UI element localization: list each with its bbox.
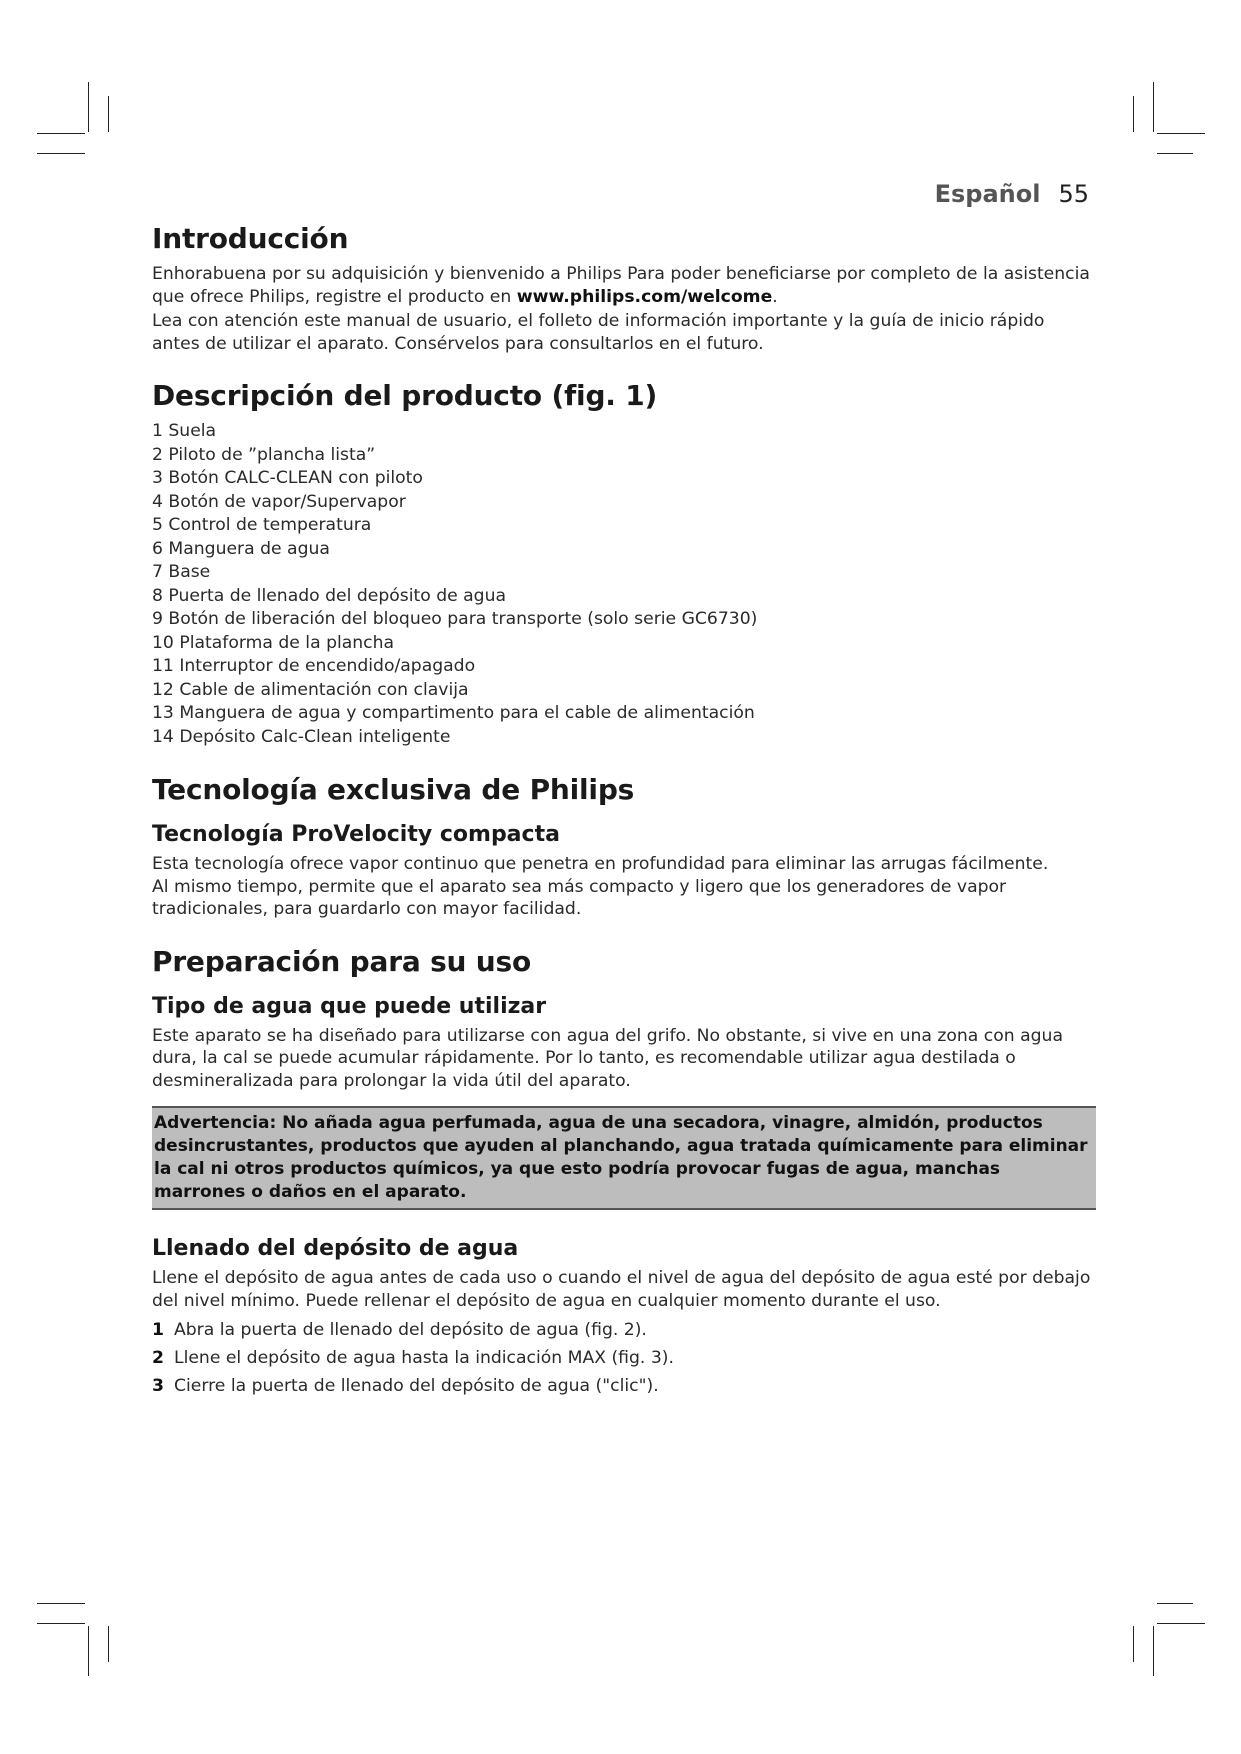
list-item: 1 Suela — [152, 421, 217, 441]
tech-subtitle: Tecnología ProVelocity compacta — [152, 822, 560, 847]
intro-period: . — [772, 286, 778, 307]
list-item: 12 Cable de alimentación con clavija — [152, 679, 469, 700]
list-item: 13 Manguera de agua y compartimento para el cable de alimentación — [152, 703, 755, 723]
fill-tank-paragraph: Llene el depósito de agua antes de cada uso o cuando el nivel de agua del depósito de agua esté por debajo del nivel mínimo. Puede rellenar el depósito de agua en cualquier momento durante el uso. — [152, 1268, 1091, 1311]
list-item: 4 Botón de vapor/Supervapor — [152, 491, 406, 512]
list-item: 11 Interruptor de encendido/apagado — [152, 656, 476, 676]
intro-paragraph-2: Lea con atención este manual de usuario, el folleto de información importante y la guía de inicio rápido antes de utilizar el aparato. Consérvelos para consultarlos en el futuro. — [152, 311, 1045, 354]
tech-section — [152, 773, 1096, 921]
list-item: 7 Base — [152, 562, 211, 582]
tech-title: Tecnología exclusiva de Philips — [152, 773, 635, 806]
intro-paragraph-1 — [152, 263, 1096, 308]
tech-paragraph-1: Esta tecnología ofrece vapor continuo que penetra en profundidad para eliminar las arrugas fácilmente. — [152, 854, 1049, 874]
page-content — [152, 222, 1096, 1400]
list-item: 9 Botón de liberación del bloqueo para transporte (solo serie GC6730) — [152, 609, 758, 629]
tech-paragraph-2: Al mismo tiempo, permite que el aparato sea más compacto y ligero que los generadores de vapor tradicionales, para guardarlo con mayor facilidad. — [152, 876, 1007, 919]
page-number: 55 — [1058, 180, 1089, 208]
fill-tank-subtitle: Llenado del depósito de agua — [152, 1236, 519, 1261]
product-parts-list — [152, 420, 1096, 749]
step-text: Abra la puerta de llenado del depósito de agua (fig. 2). — [174, 1320, 647, 1340]
intro-text: Enhorabuena por su adquisición y bienvenido a Philips Para poder beneficiarse por completo de la asistencia que ofrece Philips, registre el producto en — [152, 264, 1090, 307]
page-header — [935, 180, 1089, 208]
product-section — [152, 379, 1096, 749]
list-item — [152, 1344, 1096, 1372]
step-number: 2 — [152, 1348, 164, 1368]
step-text: Llene el depósito de agua hasta la indicación MAX (fig. 3). — [174, 1348, 674, 1368]
step-number: 3 — [152, 1376, 164, 1396]
list-item: 3 Botón CALC-CLEAN con piloto — [152, 468, 423, 488]
water-type-subtitle: Tipo de agua que puede utilizar — [152, 993, 547, 1019]
list-item: 14 Depósito Calc-Clean inteligente — [152, 726, 451, 747]
intro-title: Introducción — [152, 222, 349, 255]
prep-title: Preparación para su uso — [152, 944, 532, 978]
list-item: 6 Manguera de agua — [152, 538, 330, 559]
step-text: Cierre la puerta de llenado del depósito de agua ("clic"). — [174, 1376, 659, 1396]
step-number: 1 — [152, 1320, 164, 1340]
list-item: 10 Plataforma de la plancha — [152, 632, 395, 653]
warning-box: Advertencia: No añada agua perfumada, agua de una secadora, vinagre, almidón, productos desincrustantes, productos que ayuden al planchando, agua tratada químicamente para eliminar la cal ni otros productos químicos, ya que esto podría provocar fugas de agua, manchas marrones o daños en el aparato. — [152, 1106, 1096, 1210]
prep-section — [152, 945, 1096, 1401]
product-title: Descripción del producto (fig. 1) — [152, 379, 658, 412]
welcome-link[interactable]: www.philips.com/welcome — [516, 286, 773, 307]
list-item — [152, 1372, 1096, 1400]
intro-section — [152, 222, 1096, 355]
list-item: 8 Puerta de llenado del depósito de agua — [152, 585, 507, 606]
list-item: 5 Control de temperatura — [152, 515, 372, 535]
water-type-paragraph: Este aparato se ha diseñado para utilizarse con agua del grifo. No obstante, si vive en una zona con agua dura, la cal se puede acumular rápidamente. Por lo tanto, es recomendable utilizar agua destilada o desmineralizada para prolongar la vida útil del aparato. — [152, 1025, 1063, 1091]
fill-steps-list — [152, 1316, 1096, 1400]
list-item: 2 Piloto de ”plancha lista” — [152, 444, 376, 465]
list-item — [152, 1316, 1096, 1344]
header-language: Español — [934, 180, 1041, 208]
